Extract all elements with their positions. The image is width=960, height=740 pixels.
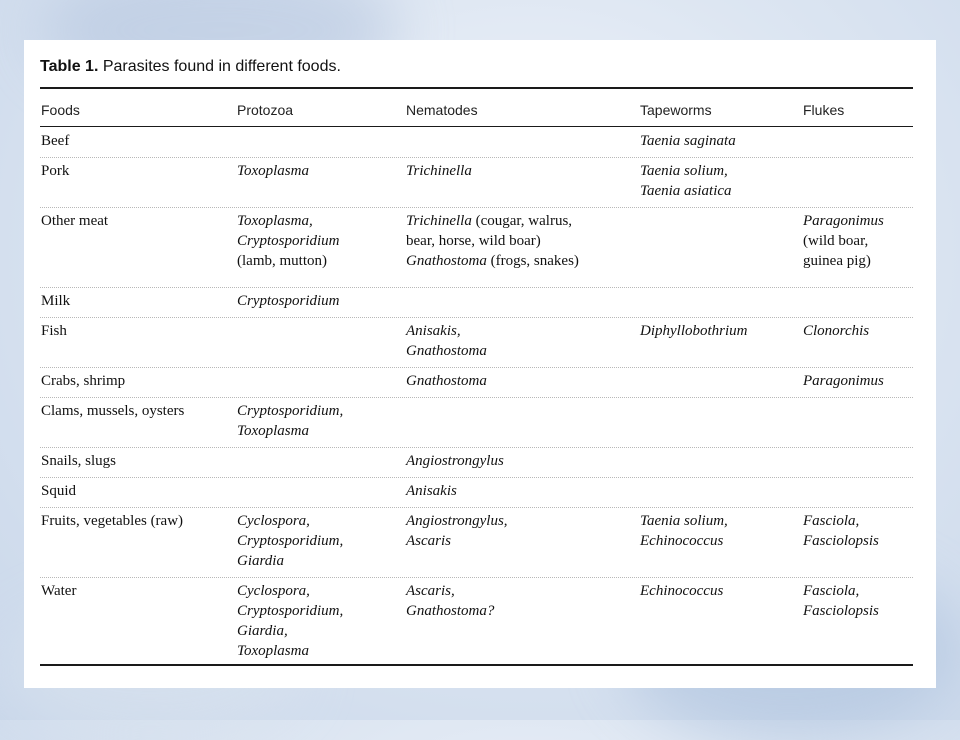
nematodes-cell [406,161,634,181]
cell-text: Diphyllobothrium [640,323,748,339]
flukes-cell [803,581,913,621]
cell-text: Ascaris, Gnathostoma? [406,583,495,619]
cell-text: Clonorchis [803,323,870,339]
protozoa-cell [237,211,397,271]
table-caption-label: Table 1. [40,58,99,75]
cell-text: Paragonimus [803,213,884,229]
nematodes-cell [406,581,634,621]
header-rule [40,126,913,127]
table-caption [40,58,341,76]
cell-text: Taenia solium, Echinococcus [640,513,728,549]
nematodes-cell [406,481,634,501]
header-tapeworms: Tapeworms [640,102,712,118]
food-cell: Fish [41,323,67,339]
cell-text: Angiostrongylus, Ascaris [406,513,508,549]
tapeworms-cell [640,131,796,151]
protozoa-cell [237,291,397,311]
food-cell: Snails, slugs [41,453,117,469]
cell-text: Echinococcus [640,583,724,599]
tapeworms-cell [640,581,796,601]
cell-text: Trichinella [406,213,472,229]
table-row [40,288,913,318]
cell-text: Cryptosporidium, Toxoplasma [237,403,344,439]
table-row [40,578,913,658]
table-caption-text: Parasites found in different foods. [102,58,341,75]
cell-text: Cryptosporidium [237,293,340,309]
header-protozoa: Protozoa [237,102,294,118]
nematodes-cell [406,511,634,551]
cell-text: Toxoplasma [237,163,309,179]
tapeworms-cell [640,161,796,201]
cell-text: Paragonimus [803,373,884,389]
nematodes-cell [406,211,634,271]
cell-text: Taenia saginata [640,133,736,149]
flukes-cell [803,321,913,341]
cell-text: Angiostrongylus [406,453,504,469]
food-cell: Pork [41,163,70,179]
flukes-cell [803,211,913,271]
food-cell: Other meat [41,213,109,229]
table-row [40,318,913,368]
cell-text: (lamb, mutton) [237,253,327,269]
cell-text: (wild boar, guinea pig) [803,233,871,269]
table-row [40,128,913,158]
cell-text: Fasciola, Fasciolopsis [803,583,879,619]
cell-text: (frogs, snakes) [486,253,579,269]
protozoa-cell [237,161,397,181]
header-flukes: Flukes [803,102,845,118]
food-cell: Fruits, vegetables (raw) [41,513,184,529]
cell-text: Cyclospora, Cryptosporidium, Giardia [237,513,344,569]
cell-text: Trichinella [406,163,472,179]
cell-text: Anisakis, Gnathostoma [406,323,487,359]
protozoa-cell [237,511,397,571]
cell-text: (cougar, walrus, bear, horse, wild boar) [406,213,573,249]
tapeworms-cell [640,511,796,551]
flukes-cell [803,511,913,551]
table-panel [24,40,936,688]
cell-text: Cyclospora, Cryptosporidium, Giardia, Toxoplasma [237,583,344,659]
food-cell: Squid [41,483,77,499]
tapeworms-cell [640,321,796,341]
header-foods: Foods [41,102,80,118]
flukes-cell [803,371,913,391]
table-row [40,158,913,208]
cell-text: Gnathostoma [406,253,487,269]
table-row [40,368,913,398]
header-nematodes: Nematodes [406,102,478,118]
bottom-rule [40,664,913,666]
food-cell: Water [41,583,77,599]
table-row [40,448,913,478]
food-cell: Crabs, shrimp [41,373,126,389]
protozoa-cell [237,581,397,661]
nematodes-cell [406,451,634,471]
cell-text: Anisakis [406,483,457,499]
food-cell: Clams, mussels, oysters [41,403,185,419]
top-rule [40,87,913,89]
nematodes-cell [406,321,634,361]
cell-text: Gnathostoma [406,373,487,389]
cell-text: Taenia solium, Taenia asiatica [640,163,732,199]
cell-text: Toxoplasma, Cryptosporidium [237,213,340,249]
table-row [40,208,913,288]
table-row [40,398,913,448]
table-row [40,508,913,578]
protozoa-cell [237,401,397,441]
food-cell: Milk [41,293,71,309]
table-row [40,478,913,508]
cell-text: Fasciola, Fasciolopsis [803,513,879,549]
food-cell: Beef [41,133,70,149]
nematodes-cell [406,371,634,391]
